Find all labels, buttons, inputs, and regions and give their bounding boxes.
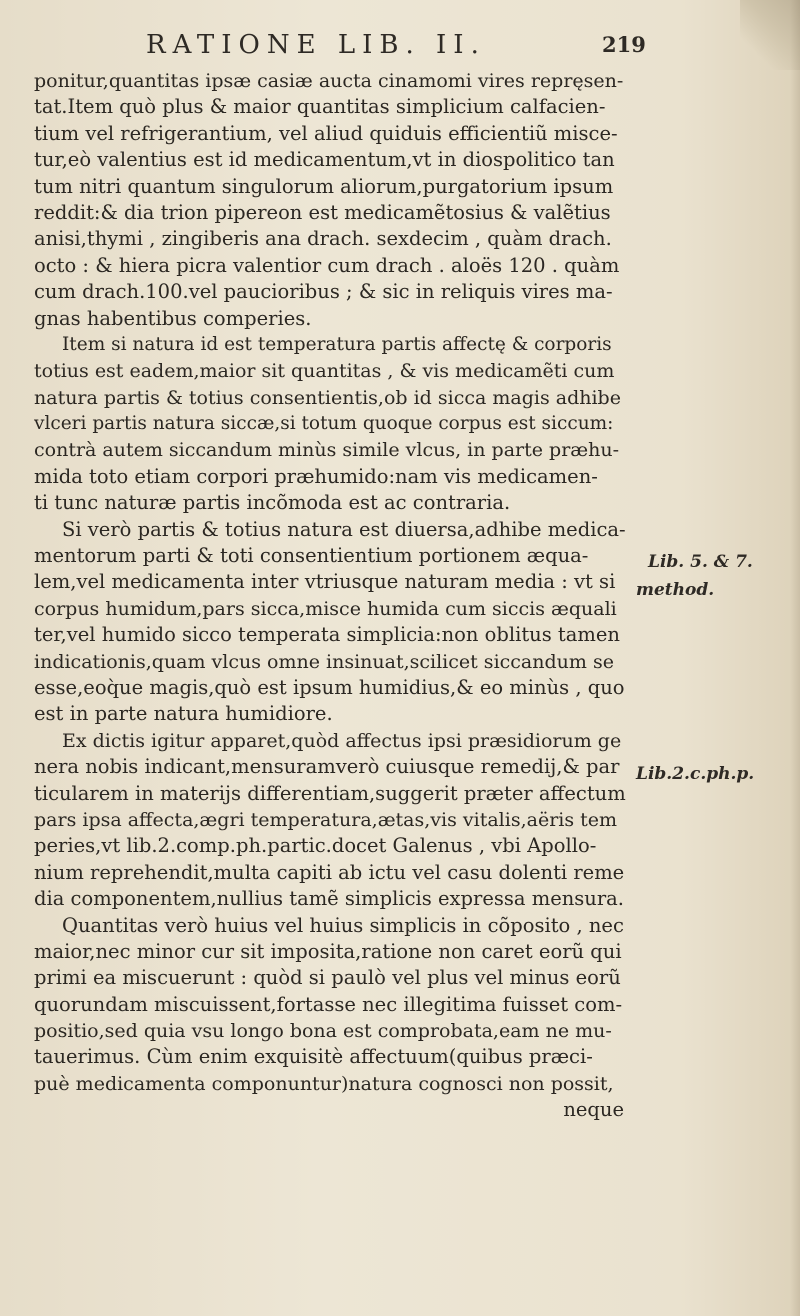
- paragraph-start-line: Si verò partis & totius natura est diuersa,adhibe medica-: [62, 517, 626, 541]
- text-line: octo : & hiera picra valentior cum drach . aloës 120 . quàm: [34, 253, 620, 277]
- text-line: positio,sed quia vsu longo bona est comprobata,eam ne mu-: [34, 1020, 612, 1043]
- text-line: mentorum parti & toti consentientium portionem æqua-: [34, 544, 589, 568]
- text-line: cum drach.100.vel paucioribus ; & sic in reliquis vires ma-: [34, 280, 613, 304]
- margin-note: Lib.2.c.ph.p.: [636, 764, 755, 784]
- text-line: tat.Item quò plus & maior quantitas simplicium calfacien-: [34, 95, 606, 119]
- text-line: primi ea miscuerunt : quòd si paulò vel plus vel minus eorũ: [34, 966, 621, 990]
- text-line: puè medicamenta componuntur)natura cognosci non possit,: [34, 1072, 614, 1095]
- body-text: [34, 68, 626, 1124]
- text-line: corpus humidum,pars sicca,misce humida cum siccis æquali: [34, 597, 617, 620]
- text-line: indicationis,quam vlcus omne insinuat,scilicet siccandum se: [34, 650, 614, 673]
- text-line: pars ipsa affecta,ægri temperatura,ætas,vis vitalis,aëris tem: [34, 808, 618, 831]
- page-edge-shadow: [790, 0, 800, 1316]
- text-line: natura partis & totius consentientis,ob id sicca magis adhibe: [34, 386, 621, 409]
- text-line: vlceri partis natura siccæ,si totum quoque corpus est siccum:: [34, 413, 614, 435]
- paragraph-start-line: Quantitas verò huius vel huius simplicis in cõposito , nec: [62, 913, 624, 937]
- paragraph-start-line: Ex dictis igitur apparet,quòd affectus ipsi præsidiorum ge: [62, 729, 622, 752]
- text-line: ticularem in materijs differentiam,suggerit præter affectum: [34, 781, 626, 805]
- text-line: reddit:& dia trion pipereon est medicamẽtosius & valẽtius: [34, 200, 611, 224]
- catchword: neque: [563, 1098, 624, 1122]
- text-line: ter,vel humido sicco temperata simplicia:non oblitus tamen: [34, 623, 620, 647]
- text-line: nera nobis indicant,mensuramverò cuiusque remedij,& par: [34, 755, 620, 779]
- page-header: [146, 30, 646, 70]
- text-line: ponitur,quantitas ipsæ casiæ aucta cinamomi vires repręsen-: [34, 70, 624, 92]
- text-line: nium reprehendit,multa capiti ab ictu vel casu dolenti reme: [34, 860, 625, 884]
- text-line: lem,vel medicamenta inter vtriusque naturam media : vt si: [34, 570, 616, 594]
- text-line: mida toto etiam corpori præhumido:nam vis medicamen-: [34, 464, 598, 488]
- text-line: ti tunc naturæ partis incõmoda est ac contraria.: [34, 491, 511, 515]
- text-line: esse,eoq̀ue magis,quò est ipsum humidius,& eo minùs , quo: [34, 675, 625, 699]
- text-line: gnas habentibus comperies.: [34, 306, 312, 330]
- text-line: quorundam miscuissent,fortasse nec illegitima fuisset com-: [34, 992, 623, 1016]
- text-line: anisi,thymi , zingiberis ana drach. sexdecim , quàm drach.: [34, 227, 612, 251]
- text-line: tur,eò valentius est id medicamentum,vt in diospolitico tan: [34, 148, 615, 172]
- paragraph-start-line: Item si natura id est temperatura partis affectę & corporis: [62, 333, 612, 355]
- text-line: tum nitri quantum singulorum aliorum,purgatorium ipsum: [34, 174, 614, 198]
- text-line: dia componentem,nullius tamẽ simplicis expressa mensura.: [34, 887, 624, 911]
- text-line: contrà autem siccandum minùs simile vlcus, in parte præhu-: [34, 439, 620, 462]
- text-line: tium vel refrigerantium, vel aliud quiduis efficientiũ misce-: [34, 121, 618, 145]
- text-line: maior,nec minor cur sit imposita,ratione non caret eorũ qui: [34, 939, 622, 963]
- text-line: peries,vt lib.2.comp.ph.partic.docet Galenus , vbi Apollo-: [34, 834, 597, 858]
- running-head: RATIONE LIB. II.: [146, 30, 486, 60]
- text-line: totius est eadem,maior sit quantitas , & vis medicamẽti cum: [34, 360, 615, 383]
- margin-note: method.: [636, 580, 715, 600]
- text-line: est in parte natura humidiore.: [34, 702, 333, 726]
- text-line: tauerimus. Cùm enim exquisitè affectuum(quibus præci-: [34, 1045, 593, 1069]
- margin-note: Lib. 5. & 7.: [648, 552, 753, 572]
- page-number: 219: [602, 32, 646, 57]
